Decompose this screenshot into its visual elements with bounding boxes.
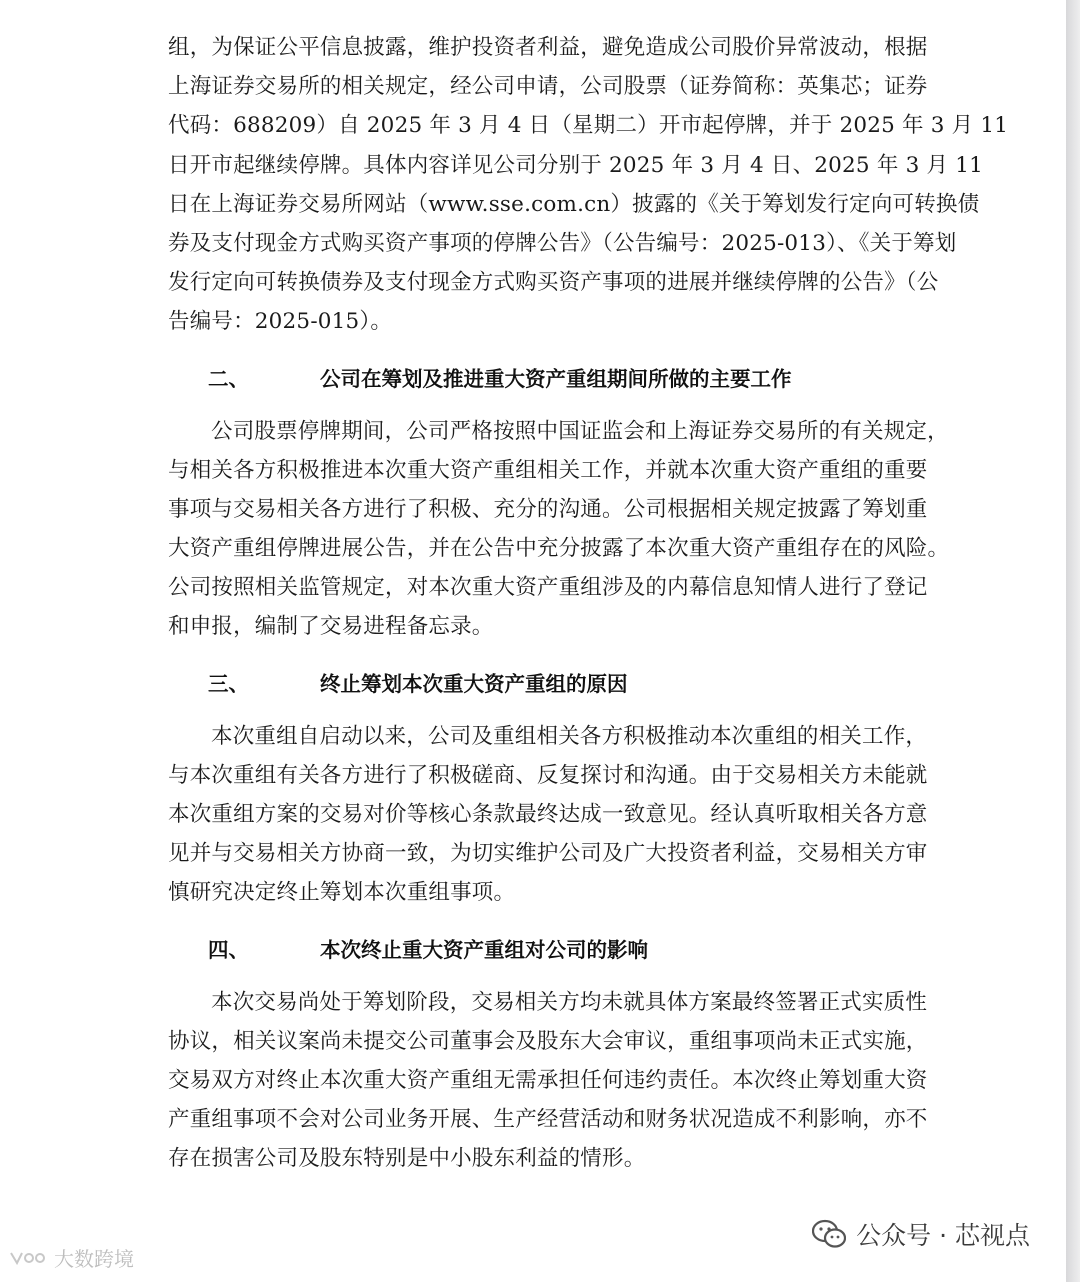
text-line: 慎研究决定终止筹划本次重组事项。	[168, 880, 516, 906]
section-4-paragraph	[168, 983, 928, 1179]
text-line: 本次重组自启动以来，公司及重组相关各方积极推动本次重组的相关工作，	[211, 723, 928, 749]
text-line: 日在上海证券交易所网站（www.sse.com.cn）披露的《关于筹划发行定向可转换债	[168, 191, 980, 217]
text-line: 组，为保证公平信息披露，维护投资者利益，避免造成公司股价异常波动，根据	[168, 35, 928, 60]
section-title: 本次终止重大资产重组对公司的影响	[320, 937, 648, 962]
text-line: 告编号：2025-015）。	[168, 309, 393, 335]
text-line: 和申报，编制了交易进程备忘录。	[168, 614, 494, 640]
wechat-account-label	[812, 1216, 1030, 1252]
section-title: 公司在筹划及推进重大资产重组期间所做的主要工作	[320, 366, 792, 391]
section-number: 三、	[208, 671, 249, 696]
section-3-paragraph	[168, 717, 928, 913]
text-line: 大资产重组停牌进展公告，并在公告中充分披露了本次重大资产重组存在的风险。	[168, 536, 950, 562]
text-line: 事项与交易相关各方进行了积极、充分的沟通。公司根据相关规定披露了筹划重	[168, 496, 928, 522]
watermark-text: 大数跨境	[54, 1247, 134, 1271]
wechat-icon	[812, 1219, 846, 1249]
text-line: 与本次重组有关各方进行了积极磋商、反复探讨和沟通。由于交易相关方未能就	[168, 762, 928, 788]
text-line: 存在损害公司及股东特别是中小股东利益的情形。	[168, 1146, 646, 1172]
page-edge-shadow	[1066, 0, 1080, 1282]
text-line: 券及支付现金方式购买资产事项的停牌公告》（公告编号：2025-013）、《关于筹划	[168, 230, 957, 256]
document-body	[168, 28, 1009, 1179]
wechat-account-text: 公众号 · 芯视点	[856, 1221, 1030, 1250]
text-line: 公司股票停牌期间，公司严格按照中国证监会和上海证券交易所的有关规定，	[211, 418, 949, 444]
text-line: 交易双方对终止本次重大资产重组无需承担任何违约责任。本次终止筹划重大资	[168, 1067, 928, 1093]
section-number: 四、	[208, 937, 249, 962]
wechat-channel-icon	[8, 1247, 48, 1269]
text-line: 见并与交易相关方协商一致，为切实维护公司及广大投资者利益，交易相关方审	[168, 841, 928, 867]
text-line: 发行定向可转换债券及支付现金方式购买资产事项的进展并继续停牌的公告》（公	[168, 270, 939, 296]
text-line: 产重组事项不会对公司业务开展、生产经营活动和财务状况造成不利影响，亦不	[168, 1107, 928, 1133]
text-line: 与相关各方积极推进本次重大资产重组相关工作，并就本次重大资产重组的重要	[168, 457, 928, 483]
text-line: 上海证券交易所的相关规定，经公司申请，公司股票（证券简称：英集芯；证券	[168, 74, 928, 100]
paragraph-1	[168, 28, 1009, 342]
text-line: 公司按照相关监管规定，对本次重大资产重组涉及的内幕信息知情人进行了登记	[168, 575, 928, 601]
section-4-heading	[168, 930, 916, 970]
text-line: 代码：688209）自 2025 年 3 月 4 日（星期二）开市起停牌，并于 2025 年 3 月 11	[168, 113, 1009, 139]
text-line: 本次重组方案的交易对价等核心条款最终达成一致意见。经认真听取相关各方意	[168, 802, 928, 827]
watermark	[8, 1243, 134, 1272]
text-line: 本次交易尚处于筹划阶段，交易相关方均未就具体方案最终签署正式实质性	[211, 989, 928, 1015]
section-number: 二、	[208, 366, 249, 391]
section-2-heading	[168, 359, 916, 399]
section-title: 终止筹划本次重大资产重组的原因	[320, 671, 628, 696]
text-line: 协议，相关议案尚未提交公司董事会及股东大会审议，重组事项尚未正式实施，	[168, 1028, 928, 1054]
section-3-heading	[168, 664, 916, 704]
section-2-paragraph	[168, 412, 950, 647]
text-line: 日开市起继续停牌。具体内容详见公司分别于 2025 年 3 月 4 日、2025 年 3 月 11	[168, 152, 983, 178]
